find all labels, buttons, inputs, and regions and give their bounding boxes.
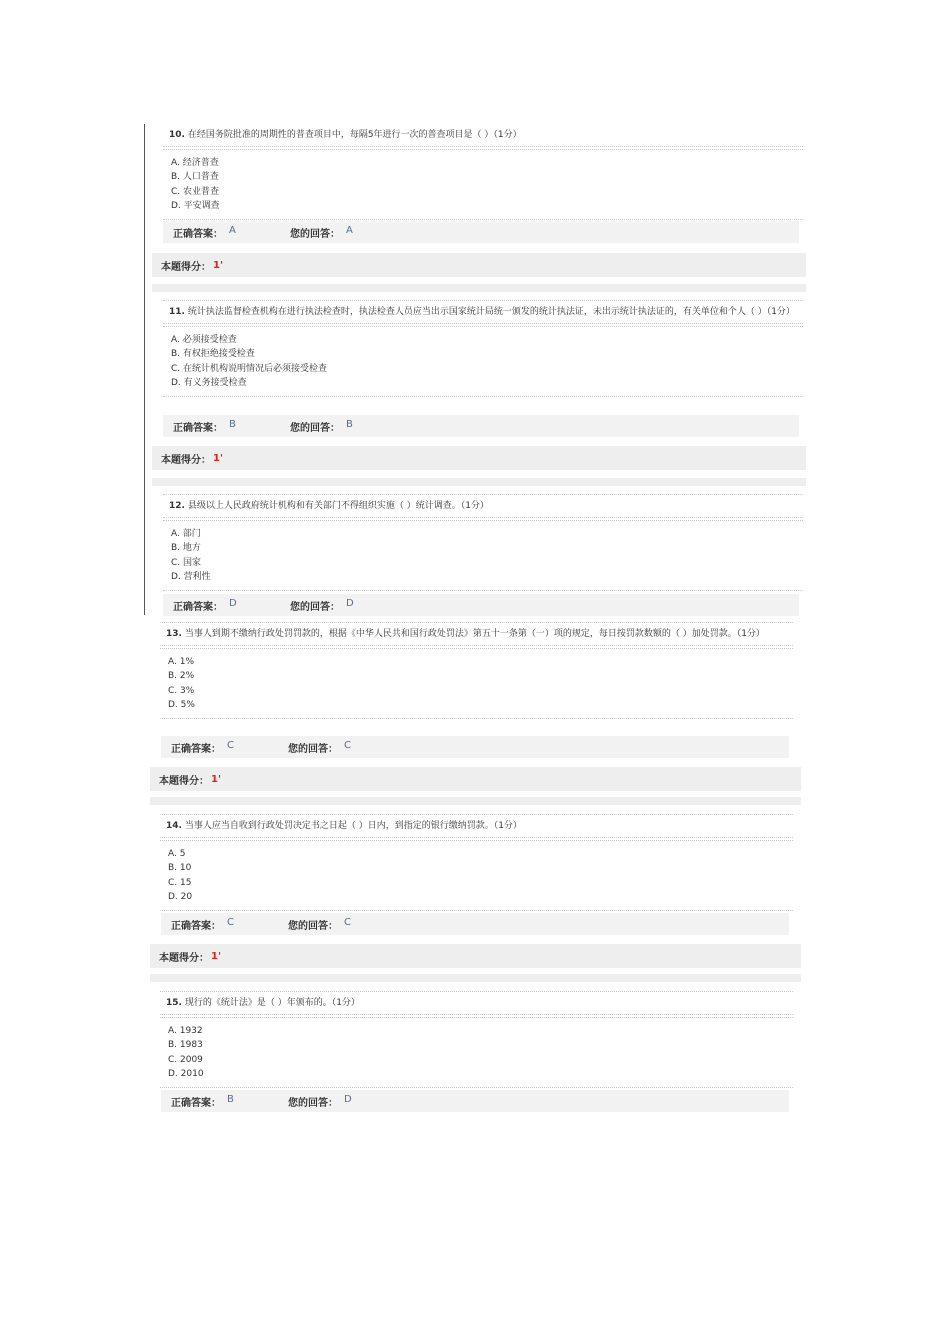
options-divider: [163, 219, 803, 220]
option-a: A. 1%: [168, 657, 194, 667]
option-list: [163, 150, 803, 217]
option-list: [163, 521, 803, 588]
option-list: [163, 327, 803, 394]
question-number: 13.: [166, 629, 182, 639]
answer-bar-14: [161, 913, 789, 935]
score-bar-10: [152, 253, 806, 277]
option-b: B. 有权拒绝接受检查: [171, 349, 255, 360]
question-body: 县级以上人民政府统计机构和有关部门不得组织实施（ ）统计调查。（1分）: [187, 501, 489, 511]
question-body: 当事人应当自收到行政处罚决定书之日起（ ）日内，到指定的银行缴纳罚款。（1分）: [184, 821, 522, 831]
correct-answer-label: 正确答案：: [173, 228, 223, 240]
correct-answer-value: D: [229, 597, 237, 609]
score-bar-14: [150, 944, 801, 968]
your-answer-label: 您的回答：: [290, 422, 340, 434]
question-number: 15.: [166, 998, 182, 1008]
option-d: D. 营利性: [171, 572, 211, 583]
correct-answer-label: 正确答案：: [171, 743, 221, 755]
question-text: [160, 992, 793, 1013]
correct-answer-value: C: [227, 916, 234, 928]
score-value: 1': [211, 773, 222, 785]
question-number: 12.: [169, 501, 185, 511]
your-answer-value: C: [344, 916, 351, 928]
question-body: 当事人到期不缴纳行政处罚罚款的，根据《中华人民共和国行政处罚法》第五十一条第（一）项的规定，每日按罚款数额的（ ）加处罚款。（1分）: [184, 629, 765, 639]
your-answer-value: C: [344, 739, 351, 751]
score-value: 1': [211, 950, 222, 962]
answer-bar-15: [161, 1090, 789, 1112]
your-answer-value: D: [346, 597, 354, 609]
option-d: D. 平安调查: [171, 201, 220, 212]
question-spacer: [152, 478, 806, 486]
score-bar-13: [150, 767, 801, 791]
correct-answer-value: B: [229, 418, 236, 430]
question-13: [160, 622, 793, 719]
option-d: D. 2010: [168, 1069, 204, 1080]
option-a: A. 1932: [168, 1026, 203, 1036]
question-text: [163, 495, 803, 516]
question-text: [163, 124, 803, 145]
score-value: 1': [213, 452, 224, 464]
correct-answer-value: B: [227, 1093, 234, 1105]
options-divider: [160, 910, 793, 911]
question-12: [163, 494, 803, 591]
option-a: A. 部门: [171, 529, 201, 539]
question-15: [160, 991, 793, 1088]
option-d: D. 20: [168, 892, 193, 903]
score-label: 本题得分：: [159, 952, 209, 964]
option-list: [160, 1018, 793, 1085]
correct-answer-label: 正确答案：: [173, 422, 223, 434]
correct-answer-value: C: [227, 739, 234, 751]
question-spacer: [150, 797, 801, 805]
option-a: A. 经济普查: [171, 158, 219, 168]
your-answer-label: 您的回答：: [288, 1097, 338, 1109]
option-c: C. 农业普查: [171, 186, 220, 197]
options-divider: [160, 1087, 793, 1088]
option-b: B. 1983: [168, 1040, 203, 1051]
question-number: 11.: [169, 307, 185, 317]
answer-bar-11: [163, 415, 799, 437]
option-b: B. 地方: [171, 543, 201, 554]
question-body: 在经国务院批准的周期性的普查项目中，每隔5年进行一次的普查项目是（ ）（1分）: [187, 130, 522, 140]
question-body: 统计执法监督检查机构在进行执法检查时，执法检查人员应当出示国家统计局统一颁发的统计执法证，未出示统计执法证的，有关单位和个人（ ）（1分）: [187, 307, 795, 317]
option-d: D. 5%: [168, 700, 195, 711]
question-number: 14.: [166, 821, 182, 831]
options-divider: [163, 396, 803, 397]
option-b: B. 人口普查: [171, 172, 219, 183]
option-list: [160, 841, 793, 908]
option-d: D. 有义务接受检查: [171, 378, 247, 389]
question-text: [163, 301, 803, 322]
score-value: 1': [213, 259, 224, 271]
option-list: [160, 649, 793, 716]
your-answer-label: 您的回答：: [290, 228, 340, 240]
answer-bar-12: [163, 594, 799, 616]
correct-answer-label: 正确答案：: [171, 1097, 221, 1109]
score-label: 本题得分：: [161, 454, 211, 466]
your-answer-value: B: [346, 418, 353, 430]
option-c: C. 15: [168, 877, 192, 888]
question-text: [160, 815, 793, 836]
option-b: B. 2%: [168, 671, 195, 682]
option-c: C. 3%: [168, 685, 195, 696]
your-answer-label: 您的回答：: [288, 920, 338, 932]
left-rule-divider: [144, 124, 145, 615]
question-10: [163, 124, 803, 220]
question-spacer: [150, 974, 801, 982]
your-answer-label: 您的回答：: [290, 601, 340, 613]
your-answer-label: 您的回答：: [288, 743, 338, 755]
correct-answer-label: 正确答案：: [171, 920, 221, 932]
option-c: C. 国家: [171, 557, 202, 568]
option-a: A. 必须接受检查: [171, 335, 237, 345]
answer-bar-10: [163, 221, 799, 243]
question-11: [163, 300, 803, 397]
options-divider: [163, 590, 803, 591]
question-spacer: [152, 284, 806, 292]
correct-answer-value: A: [229, 224, 236, 236]
your-answer-value: A: [346, 224, 353, 236]
your-answer-value: D: [344, 1093, 352, 1105]
score-label: 本题得分：: [159, 775, 209, 787]
question-body: 现行的《统计法》是（ ）年颁布的。（1分）: [184, 998, 360, 1008]
score-label: 本题得分：: [161, 261, 211, 273]
score-bar-11: [152, 446, 806, 470]
question-number: 10.: [169, 130, 185, 140]
option-c: C. 2009: [168, 1054, 203, 1065]
question-14: [160, 814, 793, 911]
correct-answer-label: 正确答案：: [173, 601, 223, 613]
option-b: B. 10: [168, 863, 192, 874]
options-divider: [160, 718, 793, 719]
option-c: C. 在统计机构说明情况后必须接受检查: [171, 363, 328, 374]
answer-bar-13: [161, 736, 789, 758]
question-text: [160, 623, 793, 644]
option-a: A. 5: [168, 849, 186, 859]
